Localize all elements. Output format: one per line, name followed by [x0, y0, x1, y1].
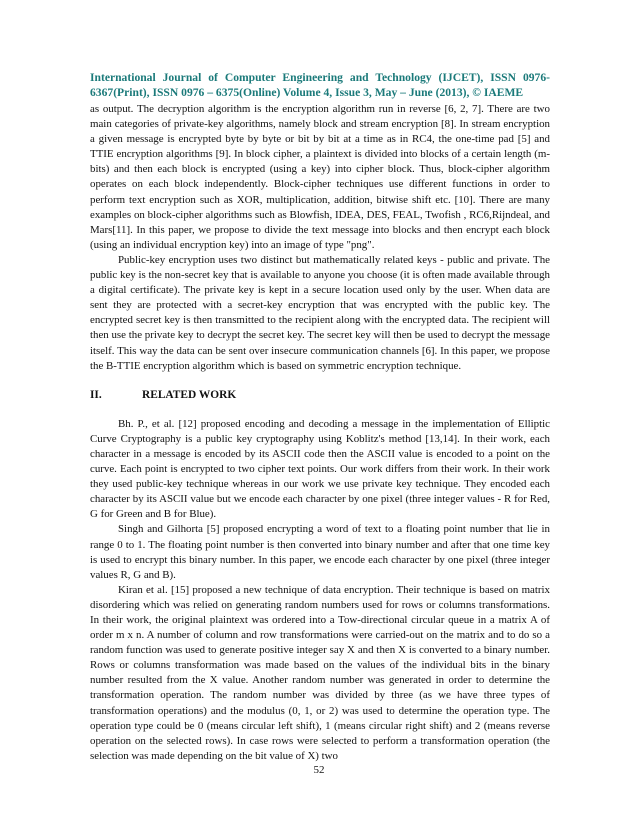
page-number: 52	[313, 764, 325, 776]
section-number: II.	[90, 388, 102, 401]
paragraph-private-key-algorithms: as output. The decryption algorithm is the encryption algorithm run in reverse [6, 2, 7]. There are two main categories of private-key algorithms, namely block and stream encryption [8]. In stream encryption a given message is encrypted byte by byte or bit by bit at a time as in RC4, the one-time pad [5] and TTIE encryption algorithms [9]. In block cipher, a plaintext is divided into blocks of a certain length (m-bits) and then each block is encrypted (using a key) into cipher block. Thus, block-cipher algorithm operates on each block independently. Block-cipher techniques use different functions in order to perform text encryption such as XOR, multiplication, addition, bitwise shift etc. [10]. There are many examples on block-cipher algorithms such as Blowfish, IDEA, DES, FEAL, Twofish , RC6,Rijndeal, and Mars[11]. In this paper, we propose to divide the text message into blocks and then encrypt each block (using an individual encryption key) into an image of type "png".	[90, 103, 550, 251]
paper-body	[90, 102, 550, 764]
journal-header: International Journal of Computer Engineering and Technology (IJCET), ISSN 0976-6367(Print), ISSN 0976 – 6375(Online) Volume 4, Issue 3, May – June (2013), © IAEME	[90, 71, 550, 99]
paragraph-singh-gilhorta: Singh and Gilhorta [5] proposed encrypting a word of text to a floating point number that lie in range 0 to 1. The floating point number is then converted into binary number and after that one time key is used to encrypt this binary number. In this paper, we encode each character by one pixel (three integer values R, G and B).	[90, 523, 550, 581]
paragraph-public-key-encryption: Public-key encryption uses two distinct but mathematically related keys - public and private. The public key is the non-secret key that is available to anyone you choose (it is often made available through a digital certificate). The private key is kept in a secure location used only by the user. When data are sent they are protected with a secret-key encryption that was encrypted with the public key. The encrypted secret key is then transmitted to the recipient along with the encrypted data. The recipient will then use the private key to decrypt the secret key. The secret key will then be used to decrypt the message itself. This way the data can be sent over insecure communication channels [6]. In this paper, we propose the B-TTIE encryption algorithm which is based on symmetric encryption technique.	[90, 253, 550, 372]
section-heading-related-work	[90, 388, 550, 403]
section-title: RELATED WORK	[142, 388, 237, 401]
paragraph-kiran-et-al: Kiran et al. [15] proposed a new technique of data encryption. Their technique is based on matrix disordering which was relied on generating random numbers used for rows or columns transformations. In their work, the original plaintext was ordered into a Tow-directional circular queue in a matrix A of order m x n. A number of column and row transformations were carried-out on the matrix and to do so a random function was used to generate positive integer say X and then X is converted to a binary number. Rows or columns transformation was made based on the values of the individual bits in the binary number resulted from the X value. Another random number was generated in order to determine the transformation operation. The random number was divided by three (as we have three types of transformation operations) and the modulus (0, 1, or 2) was used to determine the operation type. The operation type could be 0 (means circular left shift), 1 (means circular right shift) and 2 (means reverse operation on the selected rows). In case rows were selected to perform a transformation operation (the selection was made depending on the bit value of X) two	[90, 583, 550, 762]
paragraph-bh-p-et-al: Bh. P., et al. [12] proposed encoding and decoding a message in the implementation of Elliptic Curve Cryptography is a public key cryptography using Koblitz's method [13,14]. In their work, each character in a message is encoded by its ASCII code then the ASCII value is encoded to a point on the curve. Each point is encrypted to two cipher text points. Our work differs from their work. In their work they used public-key technique whereas in our work we use private key technique. They encoded each character by its ASCII value but we encode each character by one pixel (three integer values - R for Red, G for Green and B for Blue).	[90, 417, 550, 521]
